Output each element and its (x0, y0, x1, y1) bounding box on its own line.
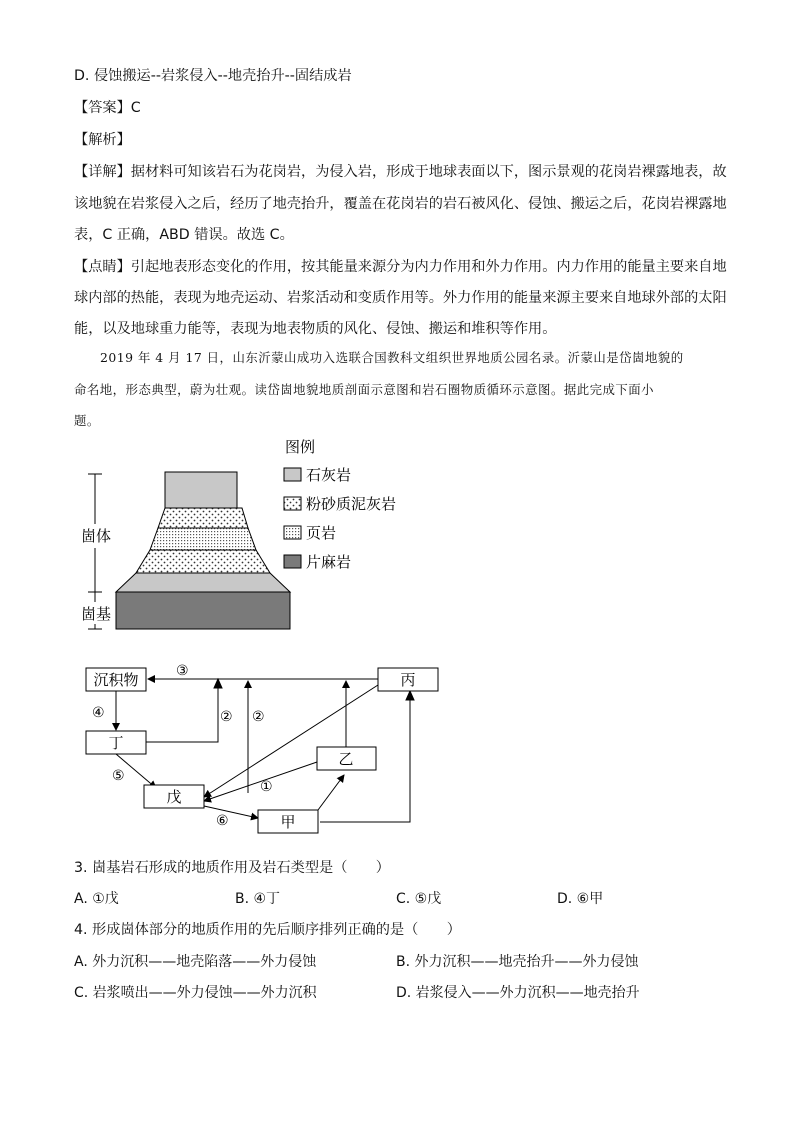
arrow-label-1: ① (260, 779, 273, 795)
lower-limestone-layer (116, 573, 290, 592)
arrow-label-6: ⑥ (216, 813, 229, 829)
legend-swatch-shale (284, 526, 301, 539)
material-line-2: 命名地，形态典型，蔚为壮观。读岱崮地貌地质剖面示意图和岩石圈物质循环示意图。据此完成下面小 (74, 382, 655, 397)
arrow-label-5: ⑤ (112, 768, 125, 784)
shale-layer (150, 528, 256, 550)
upper-silty-marl-layer (158, 508, 248, 528)
question-3-stem: 3. 崮基岩石形成的地质作用及岩石类型是（ ） (74, 860, 390, 876)
arrow-label-2b: ② (252, 709, 265, 725)
node-wu-label: 戊 (166, 788, 182, 806)
tips-line-2: 球内部的热能，表现为地壳运动、岩浆活动和变质作用等。外力作用的能量来源主要来自地球外部的太阳 (74, 290, 727, 306)
lower-silty-marl-layer (136, 550, 270, 573)
rock-cycle-diagram (70, 652, 460, 842)
legend-label-gneiss: 片麻岩 (306, 553, 352, 571)
arrow-label-4: ④ (92, 705, 105, 721)
gneiss-layer (116, 592, 290, 629)
question-3-option-a: A. ①戊 (74, 891, 119, 907)
top-limestone-layer (165, 472, 237, 508)
legend-label-silty-marl: 粉砂质泥灰岩 (306, 495, 397, 513)
material-line-3: 题。 (74, 413, 100, 428)
detail-line-1: 【详解】据材料可知该岩石为花岗岩，为侵入岩，形成于地球表面以下，图示景观的花岗岩裸露地表，故 (74, 164, 727, 180)
label-gu-body: 崮体 (81, 527, 112, 545)
question-3-option-b: B. ④丁 (235, 891, 281, 907)
legend-swatch-gneiss (284, 555, 301, 568)
node-ding-label: 丁 (108, 734, 124, 752)
legend-label-shale: 页岩 (306, 524, 337, 542)
answer-label: 【答案】C (74, 100, 141, 116)
arrow-label-3: ③ (176, 663, 189, 679)
question-4-option-d: D. 岩浆侵入——外力沉积——地壳抬升 (396, 985, 640, 1001)
arrow-label-2a: ② (220, 709, 233, 725)
geologic-profile-diagram (70, 432, 410, 636)
question-4-option-a: A. 外力沉积——地壳陷落——外力侵蚀 (74, 954, 317, 970)
node-bing-label: 丙 (400, 671, 416, 689)
legend-swatch-silty-marl (284, 497, 301, 510)
question-4-option-c: C. 岩浆喷出——外力侵蚀——外力沉积 (74, 985, 317, 1001)
option-d-prev: D. 侵蚀搬运--岩浆侵入--地壳抬升--固结成岩 (74, 68, 352, 84)
detail-line-2: 该地貌在岩浆侵入之后，经历了地壳抬升，覆盖在花岗岩的岩石被风化、侵蚀、搬运之后，花岗岩裸露地 (74, 196, 727, 212)
question-4-stem: 4. 形成崮体部分的地质作用的先后顺序排列正确的是（ ） (74, 922, 461, 938)
node-yi-label: 乙 (338, 750, 354, 768)
question-3-option-c: C. ⑤戊 (396, 891, 442, 907)
legend-title: 图例 (285, 438, 316, 456)
legend-label-limestone: 石灰岩 (306, 466, 352, 484)
analysis-label: 【解析】 (74, 132, 131, 148)
label-gu-base: 崮基 (81, 605, 112, 623)
node-sediment-label: 沉积物 (93, 671, 139, 689)
tips-line-1: 【点睛】引起地表形态变化的作用，按其能量来源分为内力作用和外力作用。内力作用的能量主要来自地 (74, 259, 727, 275)
question-4-option-b: B. 外力沉积——地壳抬升——外力侵蚀 (396, 954, 639, 970)
question-3-option-d: D. ⑥甲 (557, 891, 604, 907)
legend-swatch-limestone (284, 468, 301, 481)
node-jia-label: 甲 (280, 813, 296, 831)
material-line-1: 2019 年 4 月 17 日，山东沂蒙山成功入选联合国教科文组织世界地质公园名录。沂蒙山是岱崮地貌的 (100, 350, 684, 365)
detail-line-3: 表，C 正确，ABD 错误。故选 C。 (74, 227, 294, 243)
tips-line-3: 能，以及地球重力能等，表现为地表物质的风化、侵蚀、搬运和堆积等作用。 (74, 321, 557, 337)
